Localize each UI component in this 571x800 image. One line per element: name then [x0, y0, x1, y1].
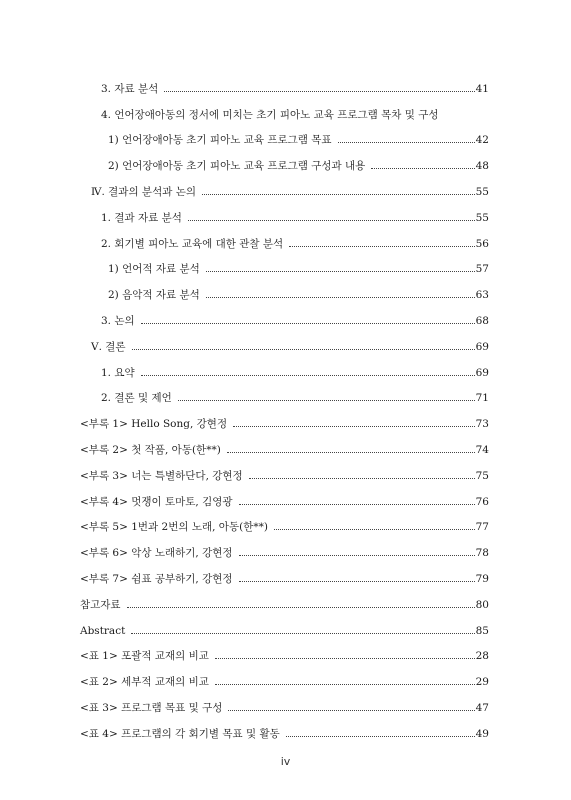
dot-leader	[141, 323, 475, 324]
dot-leader	[164, 91, 474, 92]
toc-page: 80	[475, 598, 489, 611]
dot-leader	[227, 452, 475, 453]
toc-page: 73	[475, 418, 489, 431]
toc-label: <부록 4> 멋쟁이 토마토, 김영광	[80, 495, 233, 508]
toc-row	[0, 179, 571, 205]
toc-page: 69	[475, 366, 489, 379]
dot-leader	[131, 633, 474, 634]
toc-label: <부록 2> 첫 작품, 아동(한**)	[80, 444, 221, 457]
dot-leader	[274, 529, 475, 530]
dot-leader	[239, 581, 475, 582]
toc-label: <표 4> 프로그램의 각 회기별 목표 및 활동	[80, 727, 280, 740]
toc-row	[0, 231, 571, 257]
dot-leader	[132, 349, 475, 350]
toc-row	[0, 153, 571, 179]
toc-label: 1. 요약	[101, 366, 135, 379]
toc-label: 2) 음악적 자료 분석	[108, 289, 200, 302]
toc-row	[0, 644, 571, 670]
dot-leader	[178, 400, 475, 401]
toc-page: 57	[475, 263, 489, 276]
toc-page: 41	[475, 82, 489, 95]
toc-label: 1) 언어적 자료 분석	[108, 263, 200, 276]
dot-leader	[239, 555, 475, 556]
toc-label: <표 3> 프로그램 목표 및 구성	[80, 702, 223, 715]
toc-row	[0, 282, 571, 308]
page-number: iv	[280, 755, 291, 768]
toc-label: Abstract	[80, 624, 126, 637]
toc-page: 63	[475, 289, 489, 302]
toc-row	[0, 334, 571, 360]
dot-leader	[289, 246, 474, 247]
toc-row	[0, 592, 571, 618]
toc-page: 77	[475, 521, 489, 534]
toc-page: 69	[475, 340, 489, 353]
toc-page: 85	[475, 624, 489, 637]
toc-label: <부록 6> 악상 노래하기, 강현정	[80, 547, 233, 560]
dot-leader	[233, 426, 475, 427]
toc-row	[0, 695, 571, 721]
toc-page: 78	[475, 547, 489, 560]
dot-leader	[206, 297, 475, 298]
toc-row	[0, 437, 571, 463]
toc-label: <부록 1> Hello Song, 강현정	[80, 418, 228, 431]
toc-label: 1) 언어장애아동 초기 피아노 교육 프로그램 목표	[108, 134, 332, 147]
toc-label: <표 1> 포괄적 교재의 비교	[80, 650, 209, 663]
toc-page: 71	[475, 392, 489, 405]
dot-leader	[338, 142, 475, 143]
toc-label: <표 2> 세부적 교재의 비교	[80, 676, 209, 689]
dot-leader	[188, 220, 475, 221]
toc-row	[0, 128, 571, 154]
toc-row	[0, 489, 571, 515]
toc-row	[0, 463, 571, 489]
dot-leader	[215, 658, 475, 659]
dot-leader	[228, 710, 474, 711]
toc-page: 49	[475, 727, 489, 740]
toc-row	[0, 411, 571, 437]
toc-page: 76	[475, 495, 489, 508]
dot-leader	[286, 736, 475, 737]
toc-label: <부록 3> 너는 특별하단다, 강현정	[80, 469, 243, 482]
toc-label: 1. 결과 자료 분석	[101, 211, 182, 224]
toc-row	[0, 76, 571, 102]
toc-row	[0, 257, 571, 283]
toc-page: 68	[475, 315, 489, 328]
dot-leader	[249, 478, 475, 479]
toc-row	[0, 618, 571, 644]
toc-row	[0, 205, 571, 231]
toc-row	[0, 308, 571, 334]
toc-page: 55	[475, 211, 489, 224]
dot-leader	[202, 194, 475, 195]
toc-label: 2) 언어장애아동 초기 피아노 교육 프로그램 구성과 내용	[108, 160, 366, 173]
dot-leader	[371, 168, 474, 169]
toc-label: Ⅴ. 결론	[91, 340, 126, 353]
dot-leader	[127, 607, 475, 608]
toc-page: 75	[475, 469, 489, 482]
toc-label: 3. 논의	[101, 315, 135, 328]
toc-row	[0, 721, 571, 747]
toc-row	[0, 540, 571, 566]
dot-leader	[141, 375, 475, 376]
toc-page: 79	[475, 573, 489, 586]
toc-label: Ⅳ. 결과의 분석과 논의	[91, 186, 196, 199]
toc-row	[0, 669, 571, 695]
toc-row	[0, 566, 571, 592]
dot-leader	[239, 504, 475, 505]
table-of-contents	[0, 76, 571, 747]
toc-row	[0, 360, 571, 386]
toc-page: 55	[475, 186, 489, 199]
toc-row	[0, 102, 571, 128]
toc-label: 2. 결론 및 제언	[101, 392, 172, 405]
dot-leader	[206, 271, 475, 272]
toc-label: <부록 5> 1번과 2번의 노래, 아동(한**)	[80, 521, 268, 534]
toc-page: 29	[475, 676, 489, 689]
toc-page: 42	[475, 134, 489, 147]
toc-label: 2. 회기별 피아노 교육에 대한 관찰 분석	[101, 237, 284, 250]
toc-label: <부록 7> 쉼표 공부하기, 강현정	[80, 573, 233, 586]
toc-row	[0, 386, 571, 412]
toc-row	[0, 515, 571, 541]
toc-label: 참고자료	[80, 598, 121, 611]
toc-page: 74	[475, 444, 489, 457]
toc-label: 3. 자료 분석	[101, 82, 159, 95]
toc-page: 56	[475, 237, 489, 250]
dot-leader	[215, 684, 475, 685]
toc-page: 47	[475, 702, 489, 715]
toc-label: 4. 언어장애아동의 정서에 미치는 초기 피아노 교육 프로그램 목차 및 구성	[101, 108, 439, 121]
toc-page: 48	[475, 160, 489, 173]
toc-page: 28	[475, 650, 489, 663]
